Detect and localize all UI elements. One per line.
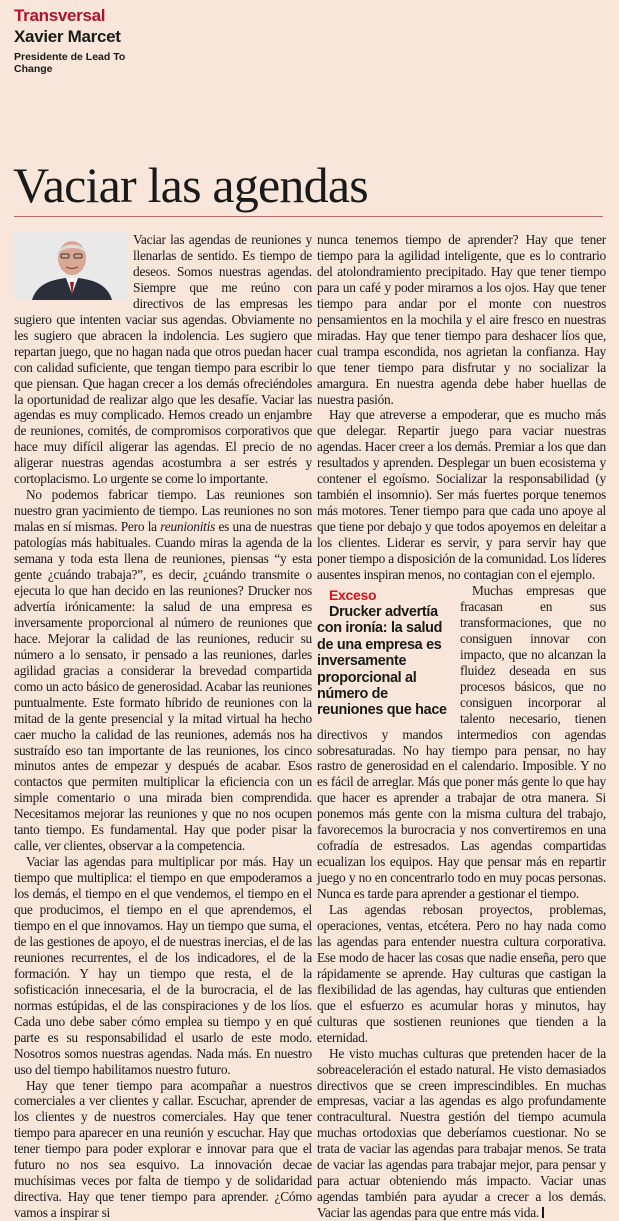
paragraph: Vaciar las agendas para multiplicar por más. Hay un tiempo que multiplica: el tiempo en que empoderamos a los demás, el tiempo en el que vendemos, el tiempo en el que producimos, el tiempo en el que aprendemos, el tiempo en el que innovamos. Hay un tiempo que suma, el de las gestiones de apoyo, el de nuestras inercias, el de las reuniones recurrentes, el de los indicadores, el de la formación. Y hay un tiempo que resta, el de la sofisticación innecesaria, el de la burocracia, el de las normas estúpidas, el de las conspiraciones y de los líos. Cada uno debe saber cómo emplea su tiempo y en qué parte es su responsabilidad el usarlo de este modo. Nosotros somos nuestras agendas. Nada más. En nuestro uso del tiempo habilitamos nuestro futuro.	[14, 854, 312, 1077]
title-divider	[14, 216, 603, 217]
paragraph: Las agendas rebosan proyectos, problemas, operaciones, ventas, etcétera. Pero no hay nada como las agendas para entender nuestra cultura corporativa. Ese modo de hacer las cosas que nadie enseña, pero que rápidamente se aprende. Hay culturas que castigan la flexibilidad de las agendas, hay culturas que entienden que el esfuerzo es acumular horas y minutos, hay culturas que sostienen reuniones que tienden a la eternidad.	[317, 902, 606, 1045]
article-column-right	[317, 232, 606, 1221]
author-role: Presidente de Lead To Change	[14, 51, 126, 75]
paragraph: nunca tenemos tiempo de aprender? Hay que tener tiempo para la agilidad inteligente, que es lo contrario del atolondramiento precipitado. Hay que tener tiempo para un café y poder mirarnos a los ojos. Hay que tener tiempo para andar por el monte con nuestros pensamientos en la mochila y el aire fresco en nuestras miradas. Hay que tener tiempo para deshacer líos que, cual trampa escondida, nos agrietan la confianza. Hay que tener tiempo para disfrutar y no socializar la amargura. En nuestra agenda debe haber huellas de nuestra pasión.	[317, 232, 606, 407]
article-column-left	[14, 232, 312, 1221]
paragraph: Hay que atreverse a empoderar, que es mucho más que delegar. Repartir juego para vaciar nuestras agendas. Hacer creer a los demás. Premiar a los que dan resultados y aprenden. Desplegar un buen ecosistema y contener el egoísmo. Socializar la responsabilidad (y también el insomnio). Ser más fuertes porque tenemos más motores. Tener tiempo para que cada uno apoye al que tiene por debajo y que todos apoyemos en deleitar a los clientes. Liderar es servir, y para servir hay que poner tiempo a disposición de la comunidad. Los líderes ausentes inspiran menos, no contagian con el ejemplo.	[317, 407, 606, 583]
paragraph: Hay que tener tiempo para acompañar a nuestros comerciales a ver clientes y callar. Escuchar, aprender de los clientes y de nuestros comerciales. Hay que tener tiempo para aparecer en una reunión y escuchar. Hay que tener tiempo para poder explorar e innovar para que el futuro no nos sea esquivo. La innovación decae muchísimas veces por falta de tiempo y de solidaridad directiva. Hay que tener tiempo para aprender. ¿Cómo vamos a inspirar si	[14, 1077, 312, 1221]
pull-quote-tag: Exceso	[329, 586, 377, 603]
author-photo	[14, 232, 127, 300]
pull-quote-text: Drucker advertía con ironía: la salud de una empresa es inversamente proporcional al número de reuniones que hace	[317, 603, 447, 719]
paragraph: No podemos fabricar tiempo. Las reuniones son nuestro gran yacimiento de tiempo. Las reuniones no son malas en sí mismas. Pero la reunionitis es una de nuestras patologías más habituales. Cuando miras la agenda de la semana y toda esta llena de reuniones, piensas “y esta gente ¿cuándo trabaja?”, es decir, ¿cuándo transmite o ejecuta lo que han decido en las reuniones? Drucker nos advertía irónicamente: la salud de una empresa es inversamente proporcional al número de reuniones que hace. Mejorar la calidad de las reuniones, reducir su número a lo sensato, ir pensado a las reuniones, darles agilidad gracias a considerar la brevedad compartida como un acto básico de generosidad. Acabar las reuniones puntualmente. Este formato híbrido de reuniones con la mitad de la gente presencial y la mitad virtual ha hecho caer mucho la calidad de las reuniones, además nos ha sustraído eso tan importante de las reuniones, los cinco minutos antes de empezar y después de acabar. Esos contactos que permiten multiplicar la eficiencia con un simple comentario o una mirada bien comprendida. Necesitamos mejorar las reuniones y que no nos ocupen tanto tiempo. Es fundamental. Hay que poder pisar la calle, ver clientes, observar a la competencia.	[14, 487, 312, 854]
paragraph: Vaciar las agendas de reuniones y llenarlas de sentido. Es tiempo de deseos. Somos nuestras agendas. Siempre que me reúno con directivos de las empresas les sugiero que intenten vaciar sus agendas. Obviamente no les sugiero que abracen la indolencia. Les sugiero que repartan juego, que no hagan nada que otros puedan hacer con calidad suficiente, que tengan tiempo para escribir lo que piensan. Que hagan crecer a los demás ofreciéndoles la oportunidad de realizar algo que les desafíe. Vaciar las agendas es muy complicado. Hemos creado un enjambre de reuniones, comités, de compromisos corporativos que hace muy difícil aligerar las agendas. El precio de no aligerar nuestras agendas acostumbra a ser estrés y cortoplacismo. Lo urgente se come lo importante.	[14, 232, 312, 487]
article-title: Vaciar las agendas	[13, 157, 368, 213]
author-name: Xavier Marcet	[14, 27, 121, 46]
end-mark	[542, 1207, 544, 1218]
pull-quote	[317, 587, 452, 719]
paragraph: Exceso Drucker advertía con ironía: la salud de una empresa es inversamente proporcional al número de reuniones que hace Muchas empresas que fracasan en sus transformaciones, que no consiguen innovar con impacto, que no alcanzan la fluidez deseada en sus procesos básicos, que no consiguen incorporar al talento necesario, tienen directivos y mandos intermedios con agendas sobresaturadas. No hay tiempo para pensar, no hay rastro de generosidad en el calendario. Imposible. Y no es fácil de arreglar. Más que poner más gente lo que hay que hacer es aprender a trabajar de otra manera. Si ponemos más gente con la misma cultura del trabajo, favorecemos la burocracia y nos convertiremos en una cofradía de estresados. Las agendas compartidas ecualizan los equipos. Hay que pensar más en repartir juego y no en concentrarlo todo en muy pocas personas. Nunca es tarde para aprender a gestionar el tiempo.	[317, 582, 606, 902]
section-label: Transversal	[14, 6, 106, 25]
paragraph: He visto muchas culturas que pretenden hacer de la sobreaceleración el estado natural. He visto demasiados directivos que se creen imprescindibles. En muchas empresas, vaciar a las agendas es algo profundamente contracultural. Nuestra gestión del tiempo acumula muchas ortodoxias que deberíamos cuestionar. No se trata de vaciar las agendas para trabajar menos. Se trata de vaciar las agendas para trabajar mejor, para pensar y para actuar obteniendo más impacto. Vaciar unas agendas también para ayudar a crecer a los demás. Vaciar las agendas para que entre más vida.	[317, 1045, 606, 1221]
